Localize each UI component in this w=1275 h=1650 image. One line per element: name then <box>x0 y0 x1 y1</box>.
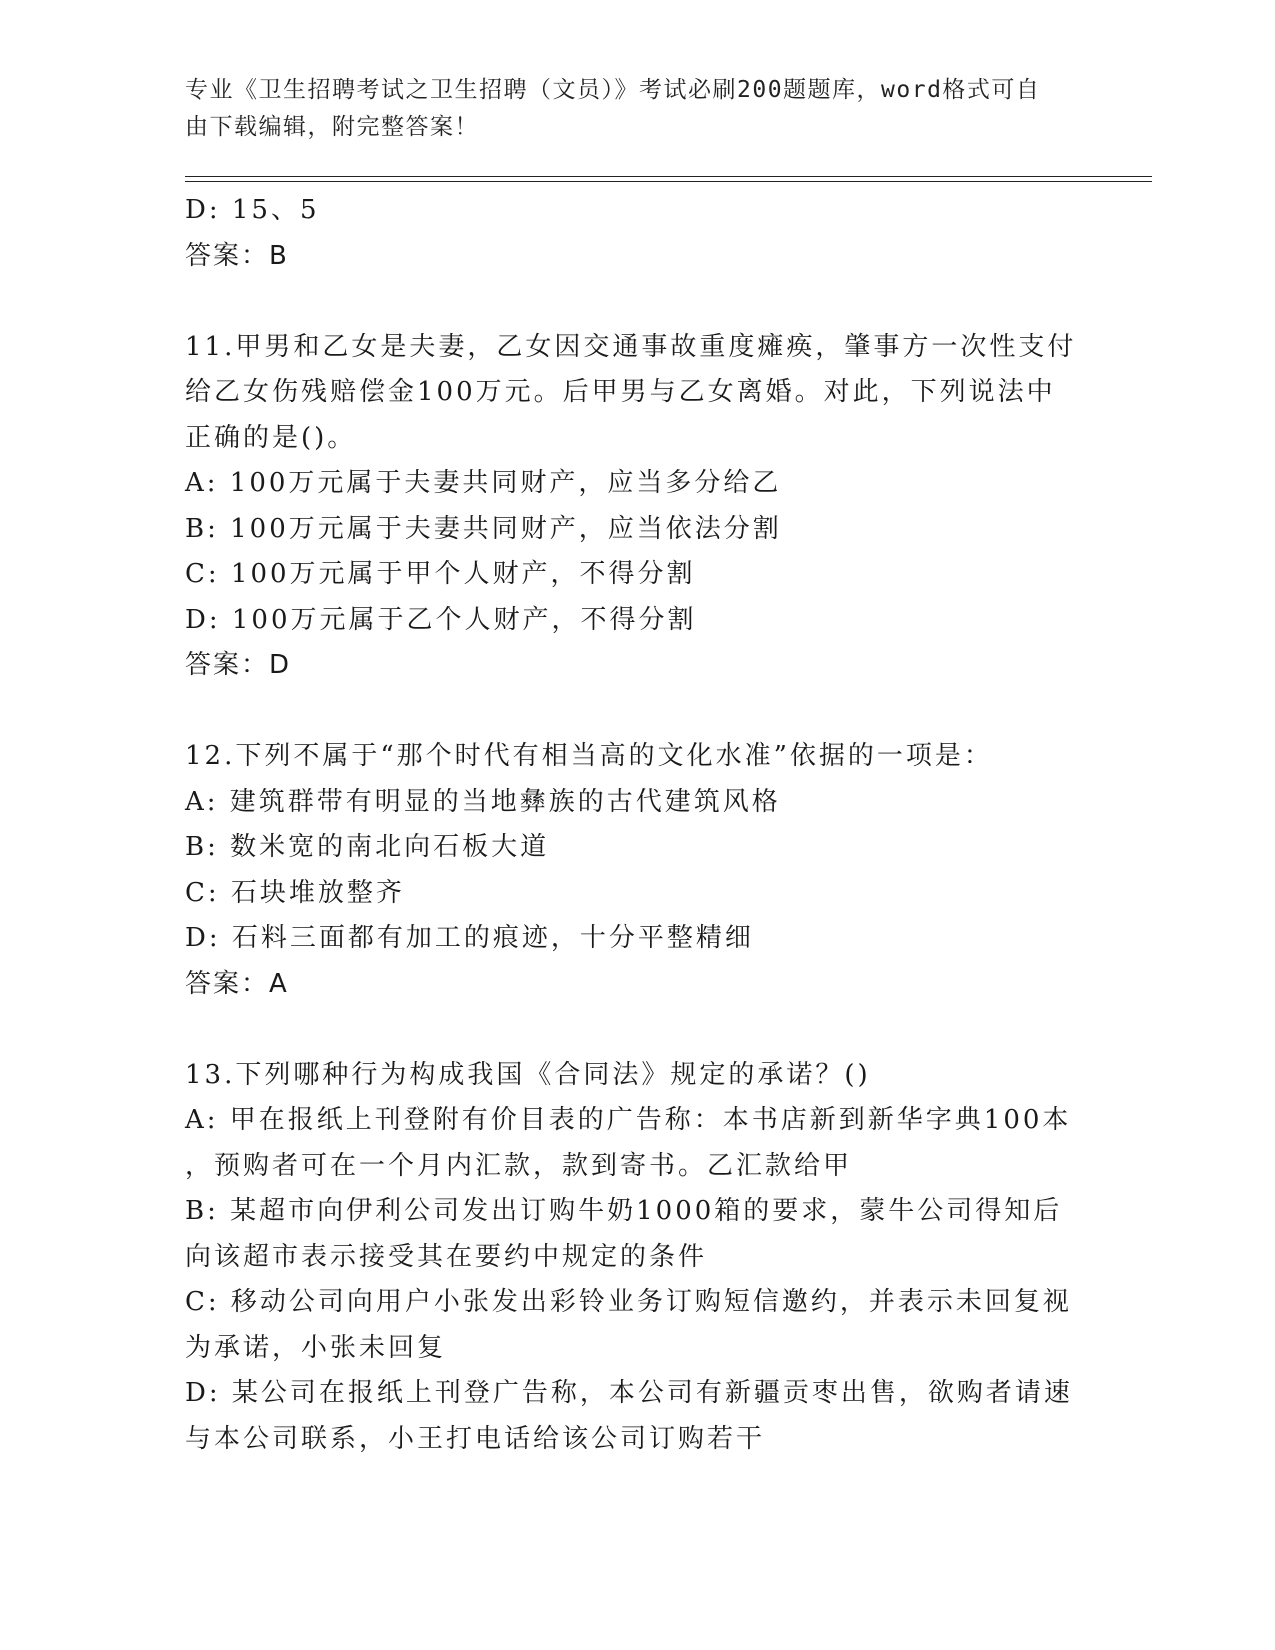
prev-option-d: D: 15、5 <box>185 195 320 225</box>
option-b-line: B: 某超市向伊利公司发出订购牛奶1000箱的要求，蒙牛公司得知后 <box>185 1196 1063 1226</box>
question-stem-line: 13.下列哪种行为构成我国《合同法》规定的承诺？() <box>185 1059 871 1090</box>
option-b: B: 100万元属于夫妻共同财产，应当依法分割 <box>185 513 782 544</box>
question-12 <box>185 734 1085 1007</box>
option-b: B: 数米宽的南北向石板大道 <box>185 832 550 862</box>
question-stem-line: 11.甲男和乙女是夫妻，乙女因交通事故重度瘫痪，肇事方一次性支付 <box>185 331 1077 362</box>
question-stem-line: 12.下列不属于“那个时代有相当高的文化水准”依据的一项是： <box>185 741 993 771</box>
option-c-line: 为承诺，小张未回复 <box>185 1332 447 1363</box>
header-line-1: 专业《卫生招聘考试之卫生招聘（文员）》考试必刷200题题库，word格式可自 <box>185 77 1041 103</box>
option-a-line: ，预购者可在一个月内汇款，款到寄书。乙汇款给甲 <box>185 1150 853 1181</box>
question-13 <box>185 1053 1085 1463</box>
option-c-line: C: 移动公司向用户小张发出彩铃业务订购短信邀约，并表示未回复视 <box>185 1287 1072 1317</box>
option-d-line: D: 某公司在报纸上刊登广告称，本公司有新疆贡枣出售，欲购者请速 <box>185 1378 1073 1408</box>
option-b-line: 向该超市表示接受其在要约中规定的条件 <box>185 1241 708 1272</box>
option-c: C: 100万元属于甲个人财产，不得分割 <box>185 559 696 589</box>
option-a: A: 建筑群带有明显的当地彝族的古代建筑风格 <box>185 786 781 817</box>
header-rule-bottom <box>185 181 1152 182</box>
header-line-2: 由下载编辑，附完整答案！ <box>185 114 479 140</box>
option-a: A: 100万元属于夫妻共同财产，应当多分给乙 <box>185 468 782 498</box>
document-body <box>185 188 1085 1462</box>
option-d-line: 与本公司联系，小王打电话给该公司订购若干 <box>185 1423 766 1454</box>
option-d: D: 石料三面都有加工的痕迹，十分平整精细 <box>185 923 754 953</box>
spacer <box>185 279 1085 325</box>
option-c: C: 石块堆放整齐 <box>185 877 405 908</box>
spacer <box>185 1007 1085 1053</box>
answer: 答案：D <box>185 650 292 680</box>
document-header <box>185 72 1085 146</box>
prev-answer: 答案：B <box>185 240 289 271</box>
question-11 <box>185 325 1085 689</box>
question-stem-line: 给乙女伤残赔偿金100万元。后甲男与乙女离婚。对此，下列说法中 <box>185 377 1056 407</box>
answer: 答案：A <box>185 968 289 999</box>
header-rule-top <box>185 176 1152 177</box>
spacer <box>185 689 1085 735</box>
question-stem-line: 正确的是()。 <box>185 422 357 453</box>
option-a-line: A: 甲在报纸上刊登附有价目表的广告称：本书店新到新华字典100本 <box>185 1105 1072 1135</box>
option-d: D: 100万元属于乙个人财产，不得分割 <box>185 604 697 635</box>
